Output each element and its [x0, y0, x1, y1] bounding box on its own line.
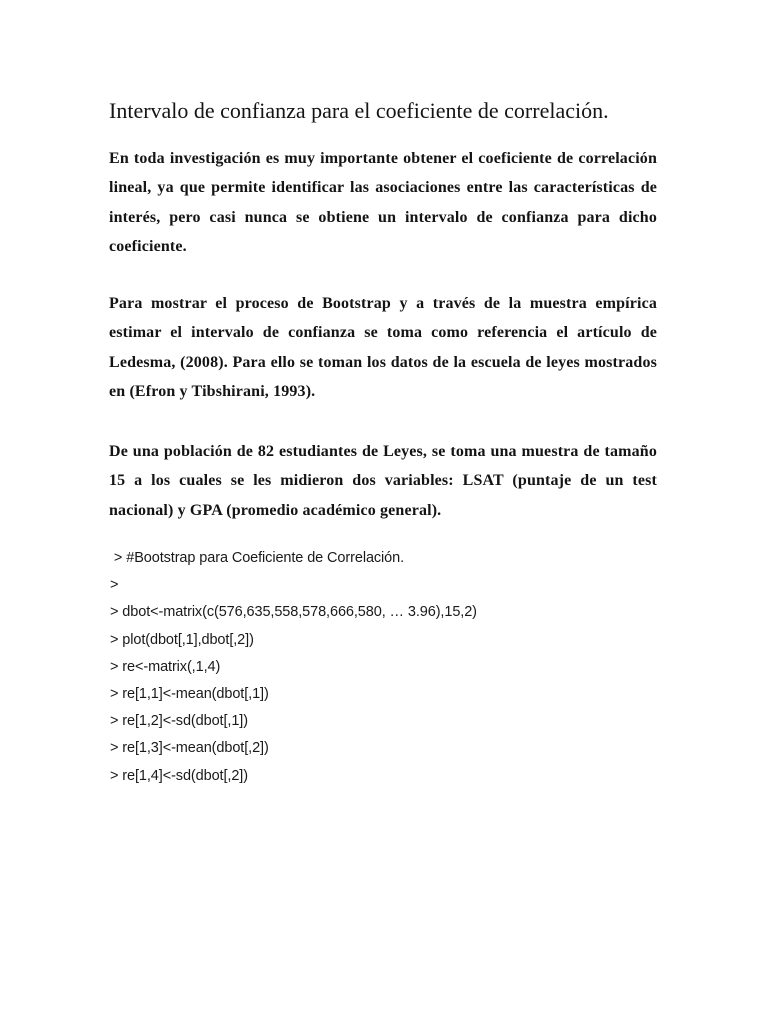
code-line: > dbot<-matrix(c(576,635,558,578,666,580, … 3.96),15,2)	[110, 604, 477, 621]
code-line: > re<-matrix(,1,4)	[110, 658, 221, 675]
code-line: >	[110, 577, 119, 594]
code-line: > re[1,4]<-sd(dbot[,2])	[110, 767, 248, 784]
code-line: > re[1,3]<-mean(dbot[,2])	[110, 740, 269, 757]
code-line: > plot(dbot[,1],dbot[,2])	[110, 631, 254, 648]
code-line: > re[1,2]<-sd(dbot[,1])	[110, 713, 248, 730]
paragraph-bootstrap: Para mostrar el proceso de Bootstrap y a través de la muestra empírica estimar el intervalo de confianza se toma como referencia el artículo de Ledesma, (2008). Para ello se toman los datos de la escuela de leyes mostrados en (Efron y Tibshirani, 1993).	[109, 295, 657, 400]
r-code-block	[110, 545, 660, 790]
document-title: Intervalo de confianza para el coeficiente de correlación.	[109, 98, 609, 123]
code-line: > #Bootstrap para Coeficiente de Correlación.	[110, 550, 405, 566]
paragraph-intro: En toda investigación es muy importante obtener el coeficiente de correlación lineal, ya que permite identificar las asociaciones entre las características de interés, pero casi nunca se obtiene un intervalo de confianza para dicho coeficiente.	[109, 150, 657, 255]
paragraph-population: De una población de 82 estudiantes de Leyes, se toma una muestra de tamaño 15 a los cuales se les midieron dos variables: LSAT (puntaje de un test nacional) y GPA (promedio académico general).	[109, 443, 657, 519]
code-line: > re[1,1]<-mean(dbot[,1])	[110, 685, 269, 702]
